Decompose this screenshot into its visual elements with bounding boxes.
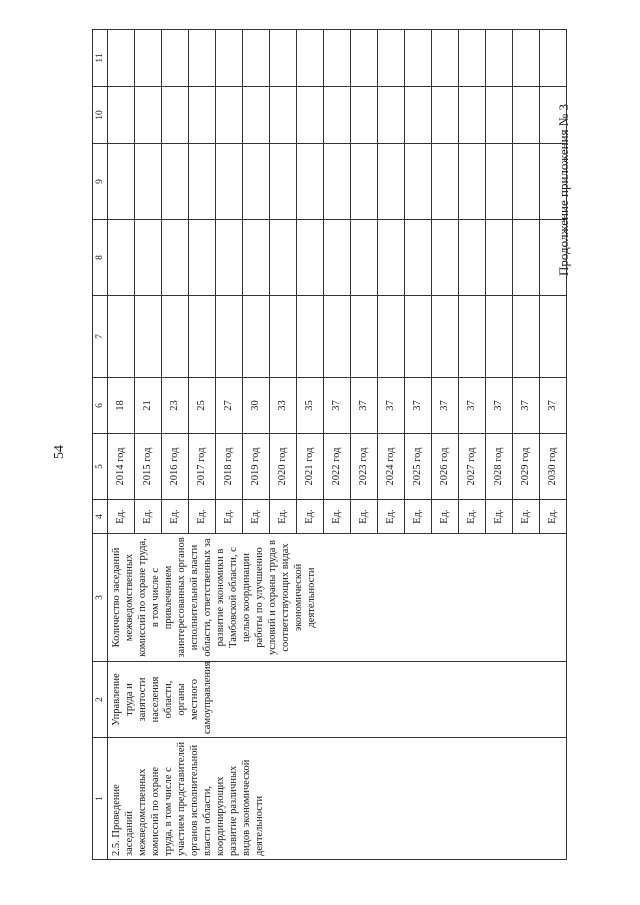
year-cell: 2024 год bbox=[378, 434, 405, 500]
value-cell: 18 bbox=[108, 378, 135, 434]
unit-cell: Ед. bbox=[513, 500, 540, 534]
empty-cell-col-7 bbox=[378, 296, 405, 378]
empty-cell-col-7 bbox=[216, 296, 243, 378]
table-container bbox=[92, 30, 558, 860]
year-cell: 2017 год bbox=[189, 434, 216, 500]
year-cell: 2014 год bbox=[108, 434, 135, 500]
unit-cell: Ед. bbox=[135, 500, 162, 534]
empty-cell-col-11 bbox=[405, 30, 432, 87]
empty-cell-col-7 bbox=[297, 296, 324, 378]
empty-cell-col-10 bbox=[540, 87, 567, 144]
page-caption: Продолжение приложения № 3 bbox=[556, 104, 571, 276]
year-cell: 2021 год bbox=[297, 434, 324, 500]
value-cell: 23 bbox=[162, 378, 189, 434]
empty-cell-col-10 bbox=[216, 87, 243, 144]
unit-cell: Ед. bbox=[378, 500, 405, 534]
empty-cell-col-11 bbox=[243, 30, 270, 87]
empty-cell-col-8 bbox=[432, 220, 459, 296]
empty-cell-col-9 bbox=[243, 144, 270, 220]
empty-cell-col-7 bbox=[540, 296, 567, 378]
empty-cell-col-11 bbox=[513, 30, 540, 87]
empty-cell-col-10 bbox=[108, 87, 135, 144]
empty-cell-col-10 bbox=[270, 87, 297, 144]
value-cell: 33 bbox=[270, 378, 297, 434]
unit-cell: Ед. bbox=[432, 500, 459, 534]
empty-cell-col-10 bbox=[162, 87, 189, 144]
unit-cell: Ед. bbox=[486, 500, 513, 534]
empty-cell-col-7 bbox=[324, 296, 351, 378]
value-cell: 37 bbox=[513, 378, 540, 434]
empty-cell-col-11 bbox=[297, 30, 324, 87]
empty-cell-col-8 bbox=[135, 220, 162, 296]
empty-cell-col-9 bbox=[135, 144, 162, 220]
empty-cell-col-8 bbox=[459, 220, 486, 296]
empty-cell-col-11 bbox=[432, 30, 459, 87]
empty-cell-col-11 bbox=[216, 30, 243, 87]
column-header-6: 6 bbox=[93, 378, 108, 434]
table-header bbox=[93, 30, 108, 860]
empty-cell-col-10 bbox=[243, 87, 270, 144]
column-header-1: 1 bbox=[93, 738, 108, 860]
empty-cell-col-10 bbox=[351, 87, 378, 144]
empty-cell-col-7 bbox=[405, 296, 432, 378]
value-cell: 37 bbox=[324, 378, 351, 434]
empty-cell-col-11 bbox=[540, 30, 567, 87]
empty-cell-col-7 bbox=[459, 296, 486, 378]
unit-cell: Ед. bbox=[297, 500, 324, 534]
empty-cell-col-9 bbox=[378, 144, 405, 220]
empty-cell-col-10 bbox=[405, 87, 432, 144]
empty-cell-col-11 bbox=[351, 30, 378, 87]
empty-cell-col-8 bbox=[540, 220, 567, 296]
value-cell: 37 bbox=[351, 378, 378, 434]
empty-cell-col-10 bbox=[297, 87, 324, 144]
empty-cell-col-9 bbox=[459, 144, 486, 220]
column-header-4: 4 bbox=[93, 500, 108, 534]
value-cell: 37 bbox=[459, 378, 486, 434]
empty-cell-col-9 bbox=[189, 144, 216, 220]
empty-cell-col-8 bbox=[486, 220, 513, 296]
empty-cell-col-9 bbox=[297, 144, 324, 220]
empty-cell-col-7 bbox=[189, 296, 216, 378]
year-cell: 2022 год bbox=[324, 434, 351, 500]
column-header-8: 8 bbox=[93, 220, 108, 296]
empty-cell-col-9 bbox=[513, 144, 540, 220]
empty-cell-col-8 bbox=[216, 220, 243, 296]
empty-cell-col-10 bbox=[513, 87, 540, 144]
empty-cell-col-10 bbox=[378, 87, 405, 144]
unit-cell: Ед. bbox=[162, 500, 189, 534]
empty-cell-col-7 bbox=[243, 296, 270, 378]
unit-cell: Ед. bbox=[405, 500, 432, 534]
executor-cell: Управление труда и занятости населения области, органы местного самоуправления bbox=[108, 662, 567, 738]
empty-cell-col-7 bbox=[513, 296, 540, 378]
column-header-3: 3 bbox=[93, 534, 108, 662]
unit-cell: Ед. bbox=[324, 500, 351, 534]
empty-cell-col-11 bbox=[486, 30, 513, 87]
year-cell: 2025 год bbox=[405, 434, 432, 500]
empty-cell-col-9 bbox=[324, 144, 351, 220]
empty-cell-col-11 bbox=[162, 30, 189, 87]
year-cell: 2026 год bbox=[432, 434, 459, 500]
empty-cell-col-10 bbox=[432, 87, 459, 144]
empty-cell-col-10 bbox=[486, 87, 513, 144]
empty-cell-col-8 bbox=[189, 220, 216, 296]
unit-cell: Ед. bbox=[243, 500, 270, 534]
empty-cell-col-9 bbox=[486, 144, 513, 220]
empty-cell-col-9 bbox=[216, 144, 243, 220]
empty-cell-col-8 bbox=[405, 220, 432, 296]
empty-cell-col-7 bbox=[432, 296, 459, 378]
unit-cell: Ед. bbox=[108, 500, 135, 534]
empty-cell-col-8 bbox=[108, 220, 135, 296]
empty-cell-col-10 bbox=[459, 87, 486, 144]
empty-cell-col-11 bbox=[135, 30, 162, 87]
empty-cell-col-7 bbox=[351, 296, 378, 378]
year-cell: 2018 год bbox=[216, 434, 243, 500]
year-cell: 2030 год bbox=[540, 434, 567, 500]
column-header-10: 10 bbox=[93, 87, 108, 144]
year-cell: 2016 год bbox=[162, 434, 189, 500]
column-header-7: 7 bbox=[93, 296, 108, 378]
value-cell: 37 bbox=[378, 378, 405, 434]
page-number: 54 bbox=[52, 445, 67, 459]
unit-cell: Ед. bbox=[459, 500, 486, 534]
header-row bbox=[93, 30, 108, 860]
column-header-5: 5 bbox=[93, 434, 108, 500]
empty-cell-col-11 bbox=[324, 30, 351, 87]
empty-cell-col-11 bbox=[378, 30, 405, 87]
column-header-2: 2 bbox=[93, 662, 108, 738]
empty-cell-col-8 bbox=[324, 220, 351, 296]
year-cell: 2023 год bbox=[351, 434, 378, 500]
value-cell: 37 bbox=[432, 378, 459, 434]
empty-cell-col-7 bbox=[108, 296, 135, 378]
empty-cell-col-9 bbox=[162, 144, 189, 220]
empty-cell-col-7 bbox=[486, 296, 513, 378]
unit-cell: Ед. bbox=[540, 500, 567, 534]
empty-cell-col-11 bbox=[270, 30, 297, 87]
indicator-cell: Количество заседаний межведомственных комиссий по охране труда, в том числе с привлечением заинтересованных органов исполнительной власти области, ответственных за развитие экономики в Тамбовской области, с целью координации работы по улучшению условий и охраны труда в соответствующих видах экономической деятельности bbox=[108, 534, 567, 662]
year-cell: 2019 год bbox=[243, 434, 270, 500]
unit-cell: Ед. bbox=[216, 500, 243, 534]
year-cell: 2015 год bbox=[135, 434, 162, 500]
value-cell: 35 bbox=[297, 378, 324, 434]
year-cell: 2028 год bbox=[486, 434, 513, 500]
empty-cell-col-8 bbox=[513, 220, 540, 296]
empty-cell-col-8 bbox=[243, 220, 270, 296]
empty-cell-col-10 bbox=[189, 87, 216, 144]
empty-cell-col-9 bbox=[432, 144, 459, 220]
empty-cell-col-9 bbox=[405, 144, 432, 220]
empty-cell-col-9 bbox=[351, 144, 378, 220]
empty-cell-col-8 bbox=[162, 220, 189, 296]
empty-cell-col-7 bbox=[162, 296, 189, 378]
empty-cell-col-11 bbox=[108, 30, 135, 87]
year-cell: 2029 год bbox=[513, 434, 540, 500]
empty-cell-col-9 bbox=[108, 144, 135, 220]
value-cell: 37 bbox=[405, 378, 432, 434]
empty-cell-col-8 bbox=[297, 220, 324, 296]
measure-name-cell: 2.5. Проведение заседаний межведомственных комиссий по охране труда, в том числе с участием представителей органов исполнительной власти области, координирующих развитие различных видов экономической деятельности bbox=[108, 738, 567, 860]
table-row bbox=[108, 30, 135, 860]
year-cell: 2027 год bbox=[459, 434, 486, 500]
unit-cell: Ед. bbox=[189, 500, 216, 534]
empty-cell-col-10 bbox=[135, 87, 162, 144]
empty-cell-col-11 bbox=[189, 30, 216, 87]
empty-cell-col-8 bbox=[378, 220, 405, 296]
column-header-9: 9 bbox=[93, 144, 108, 220]
empty-cell-col-8 bbox=[351, 220, 378, 296]
value-cell: 21 bbox=[135, 378, 162, 434]
empty-cell-col-9 bbox=[540, 144, 567, 220]
value-cell: 30 bbox=[243, 378, 270, 434]
value-cell: 25 bbox=[189, 378, 216, 434]
value-cell: 27 bbox=[216, 378, 243, 434]
table-body bbox=[108, 30, 567, 860]
empty-cell-col-7 bbox=[270, 296, 297, 378]
unit-cell: Ед. bbox=[270, 500, 297, 534]
column-header-11: 11 bbox=[93, 30, 108, 87]
empty-cell-col-11 bbox=[459, 30, 486, 87]
empty-cell-col-8 bbox=[270, 220, 297, 296]
empty-cell-col-10 bbox=[324, 87, 351, 144]
empty-cell-col-7 bbox=[135, 296, 162, 378]
value-cell: 37 bbox=[540, 378, 567, 434]
year-cell: 2020 год bbox=[270, 434, 297, 500]
empty-cell-col-9 bbox=[270, 144, 297, 220]
unit-cell: Ед. bbox=[351, 500, 378, 534]
program-table bbox=[92, 29, 567, 860]
value-cell: 37 bbox=[486, 378, 513, 434]
